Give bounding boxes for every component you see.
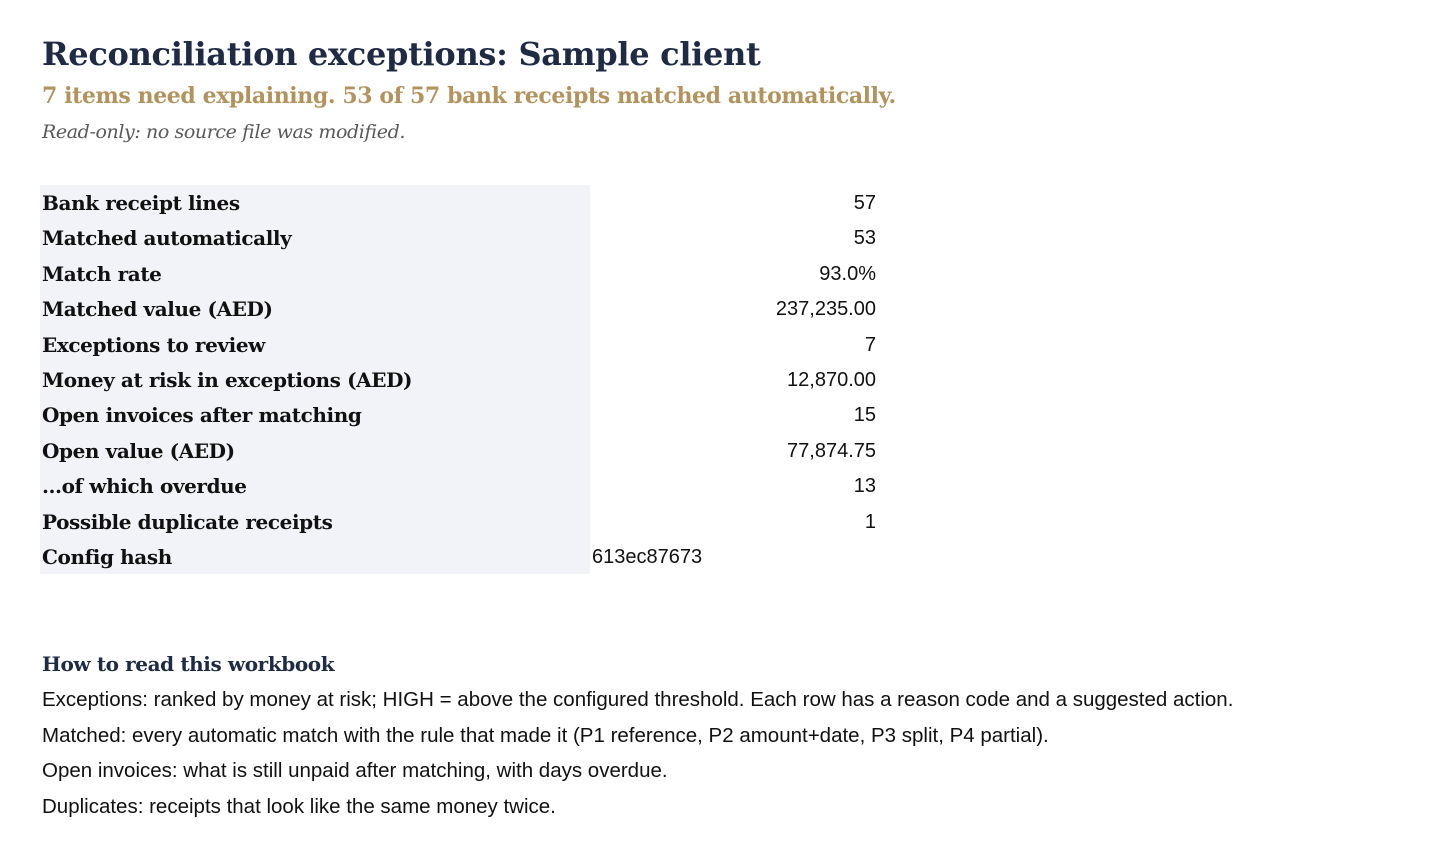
summary-row-matched-automatically (40, 220, 876, 255)
summary-value: 93.0% (819, 262, 876, 285)
summary-value: 15 (853, 404, 876, 427)
guide-list (42, 682, 1233, 824)
summary-row-open-invoices (40, 397, 876, 432)
guide-heading: How to read this workbook (42, 652, 335, 676)
guide-line-open-invoices: Open invoices: what is still unpaid after matching, with days overdue. (42, 759, 668, 782)
report-title: Reconciliation exceptions: Sample client (42, 35, 761, 73)
guide-line-exceptions: Exceptions: ranked by money at risk; HIGH = above the configured threshold. Each row has a reason code and a suggested action. (42, 688, 1234, 711)
summary-label: Possible duplicate receipts (40, 504, 590, 539)
summary-label: Money at risk in exceptions (AED) (40, 362, 590, 397)
summary-row-overdue (40, 468, 876, 503)
config-hash-value: 613ec87673 (592, 545, 703, 568)
guide-line-matched: Matched: every automatic match with the rule that made it (P1 reference, P2 amount+date, P3 split, P4 partial). (42, 723, 1049, 747)
summary-label: …of which overdue (40, 468, 590, 503)
summary-label: Exceptions to review (40, 327, 590, 362)
summary-value: 7 (864, 333, 876, 356)
summary-row-possible-duplicates (40, 504, 876, 539)
summary-table (40, 185, 876, 574)
summary-label: Matched automatically (40, 220, 590, 255)
report-subtitle: 7 items need explaining. 53 of 57 bank receipts matched automatically. (42, 83, 896, 109)
guide-line-duplicates: Duplicates: receipts that look like the same money twice. (42, 794, 556, 818)
summary-value: 57 (853, 192, 876, 214)
summary-value: 77,874.75 (787, 439, 876, 462)
summary-value: 12,870.00 (787, 368, 876, 391)
summary-value: 13 (853, 475, 876, 498)
summary-row-bank-receipt-lines (40, 185, 876, 220)
summary-label: Config hash (40, 539, 590, 574)
summary-row-match-rate (40, 256, 876, 291)
summary-value: 53 (853, 227, 876, 250)
summary-row-exceptions-to-review (40, 327, 876, 362)
summary-label: Open invoices after matching (40, 397, 590, 432)
summary-row-money-at-risk (40, 362, 876, 397)
summary-value: 237,235.00 (775, 298, 876, 321)
summary-label: Bank receipt lines (40, 185, 590, 220)
summary-row-matched-value (40, 291, 876, 326)
summary-row-open-value (40, 433, 876, 468)
summary-label: Matched value (AED) (40, 291, 590, 326)
summary-row-config-hash (40, 539, 876, 574)
summary-label: Match rate (40, 256, 590, 291)
read-only-note: Read-only: no source file was modified. (42, 121, 406, 143)
summary-label: Open value (AED) (40, 433, 590, 468)
summary-value: 1 (864, 510, 876, 533)
